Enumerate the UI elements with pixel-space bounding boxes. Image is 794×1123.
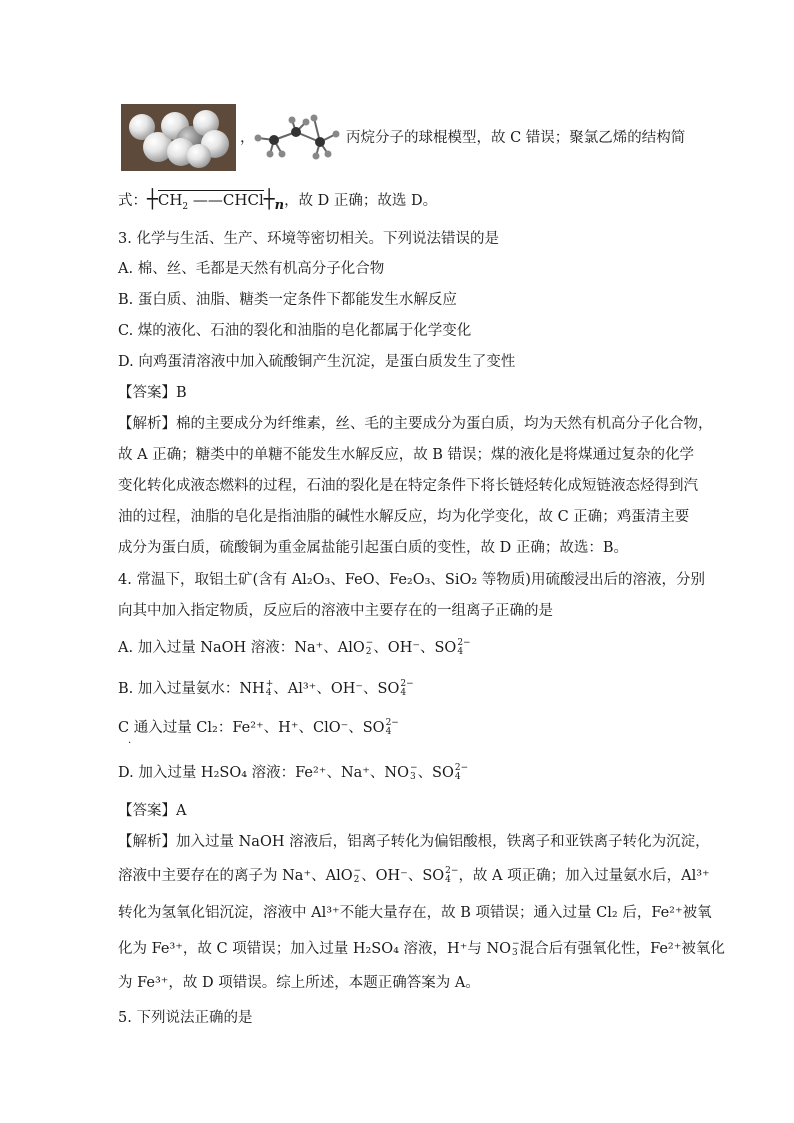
q3-answer: 【答案】B	[118, 385, 187, 401]
stray-dot: ·	[128, 738, 132, 749]
intro-line-2	[118, 190, 437, 211]
no3-charge: − 3	[512, 939, 520, 958]
formula-suffix: ，故 D 正确；故选 D。	[284, 193, 438, 209]
q4-analysis-1: 【解析】加入过量 NaOH 溶液后，铝离子转化为偏铝酸根，铁离子和亚铁离子转化为沉淀，	[118, 834, 710, 850]
q3-analysis-3: 变化转化成液态燃料的过程，石油的裂化是在特定条件下将长链烃转化成短链液态烃得到汽	[118, 478, 698, 494]
q3-analysis-5: 成分为蛋白质，硫酸铜为重金属盐能引起蛋白质的变性，故 D 正确；故选：B。	[118, 540, 628, 556]
q4-option-d-text: D. 加入过量 H₂SO₄ 溶液：Fe²⁺、Na⁺、NO	[118, 765, 410, 781]
formula-prefix: 式：	[118, 193, 147, 209]
formula-sub: 2	[182, 202, 189, 212]
q4-analysis-2-a: 溶液中主要存在的离子为 Na⁺、AlO	[118, 868, 353, 884]
no3-charge: − 3	[410, 763, 418, 782]
so4-charge: 2− 4	[454, 763, 469, 782]
pvc-formula: $┼CH_2$ $——CHCl┼_n$	[147, 189, 285, 213]
q4-option-b-text-2: 、Al³⁺、OH⁻、SO	[273, 681, 400, 697]
q4-option-b-text: B. 加入过量氨水：NH	[118, 681, 265, 697]
intro-line-1: 丙烷分子的球棍模型，故 C 错误；聚氯乙烯的结构简	[346, 130, 686, 146]
q4-analysis-4	[118, 939, 725, 959]
q4-stem-2: 向其中加入指定物质，反应后的溶液中主要存在的一组离子正确的是	[118, 603, 553, 619]
q4-option-d	[118, 763, 468, 783]
q3-option-d: D. 向鸡蛋清溶液中加入硫酸铜产生沉淀，是蛋白质发生了变性	[118, 354, 516, 370]
alo2-charge: − 2	[353, 866, 362, 885]
so4-charge: 2− 4	[445, 866, 459, 885]
q4-analysis-2	[118, 866, 710, 886]
q4-answer: 【答案】A	[118, 803, 187, 819]
q4-stem-1: 4. 常温下，取铝土矿(含有 Al₂O₃、FeO、Fe₂O₃、SiO₂ 等物质)用硫酸浸出后的溶液，分别	[118, 572, 705, 588]
q4-analysis-3: 转化为氢氧化铝沉淀，溶液中 Al³⁺不能大量存在，故 B 项错误；通入过量 Cl₂ 后，Fe²⁺被氧	[118, 905, 712, 921]
q4-analysis-5: 为 Fe³⁺，故 D 项错误。综上所述，本题正确答案为 A。	[118, 975, 480, 991]
q4-option-b	[118, 679, 414, 699]
q3-option-a: A. 棉、丝、毛都是天然有机高分子化合物	[118, 261, 385, 277]
formula-chcl: CHCl	[222, 191, 264, 209]
space-filling-model-image	[121, 104, 236, 171]
q3-option-c: C. 煤的液化、石油的裂化和油脂的皂化都属于化学变化	[118, 323, 472, 339]
q4-analysis-2-c: ，故 A 项正确；加入过量氨水后，Al³⁺	[458, 868, 710, 884]
nh4-charge: + 4	[265, 679, 274, 698]
q3-option-b: B. 蛋白质、油脂、糖类一定条件下都能发生水解反应	[118, 292, 457, 308]
q3-analysis-2: 故 A 正确；糖类中的单糖不能发生水解反应，故 B 错误；煤的液化是将煤通过复杂的化学	[118, 447, 695, 463]
q4-analysis-2-b: 、OH⁻、SO	[361, 868, 445, 884]
ball-and-stick-model	[248, 112, 344, 164]
alo2-charge: − 2	[365, 638, 374, 657]
q4-option-c	[118, 718, 399, 738]
q5-stem: 5. 下列说法正确的是	[118, 1010, 253, 1026]
q3-analysis-1: 【解析】棉的主要成分为纤维素，丝、毛的主要成分为蛋白质，均为天然有机高分子化合物，	[118, 416, 713, 432]
q3-analysis-4: 油的过程，油脂的皂化是指油脂的碱性水解反应，均为化学变化，故 C 正确；鸡蛋清主要	[118, 509, 690, 525]
formula-n: n	[274, 198, 285, 213]
q4-option-a-text: A. 加入过量 NaOH 溶液：Na⁺、AlO	[118, 640, 365, 656]
q4-analysis-4-a: 化为 Fe³⁺，故 C 项错误；加入过量 H₂SO₄ 溶液，H⁺与 NO	[118, 941, 512, 957]
comma-text: ，	[240, 130, 255, 146]
q3-stem: 3. 化学与生活、生产、环境等密切相关。下列说法错误的是	[118, 231, 499, 247]
so4-charge: 2− 4	[457, 638, 471, 657]
q4-option-a	[118, 638, 471, 658]
so4-charge: 2− 4	[385, 718, 399, 737]
so4-charge: 2− 4	[400, 679, 414, 698]
q4-option-c-text: C 通入过量 Cl₂：Fe²⁺、H⁺、ClO⁻、SO	[118, 720, 385, 736]
formula-ch: CH	[157, 191, 183, 209]
q4-option-a-text-2: 、OH⁻、SO	[373, 640, 457, 656]
q4-analysis-4-b: 混合后有强氧化性，Fe²⁺被氧化	[519, 941, 725, 957]
q4-option-d-text-2: 、SO	[417, 765, 454, 781]
